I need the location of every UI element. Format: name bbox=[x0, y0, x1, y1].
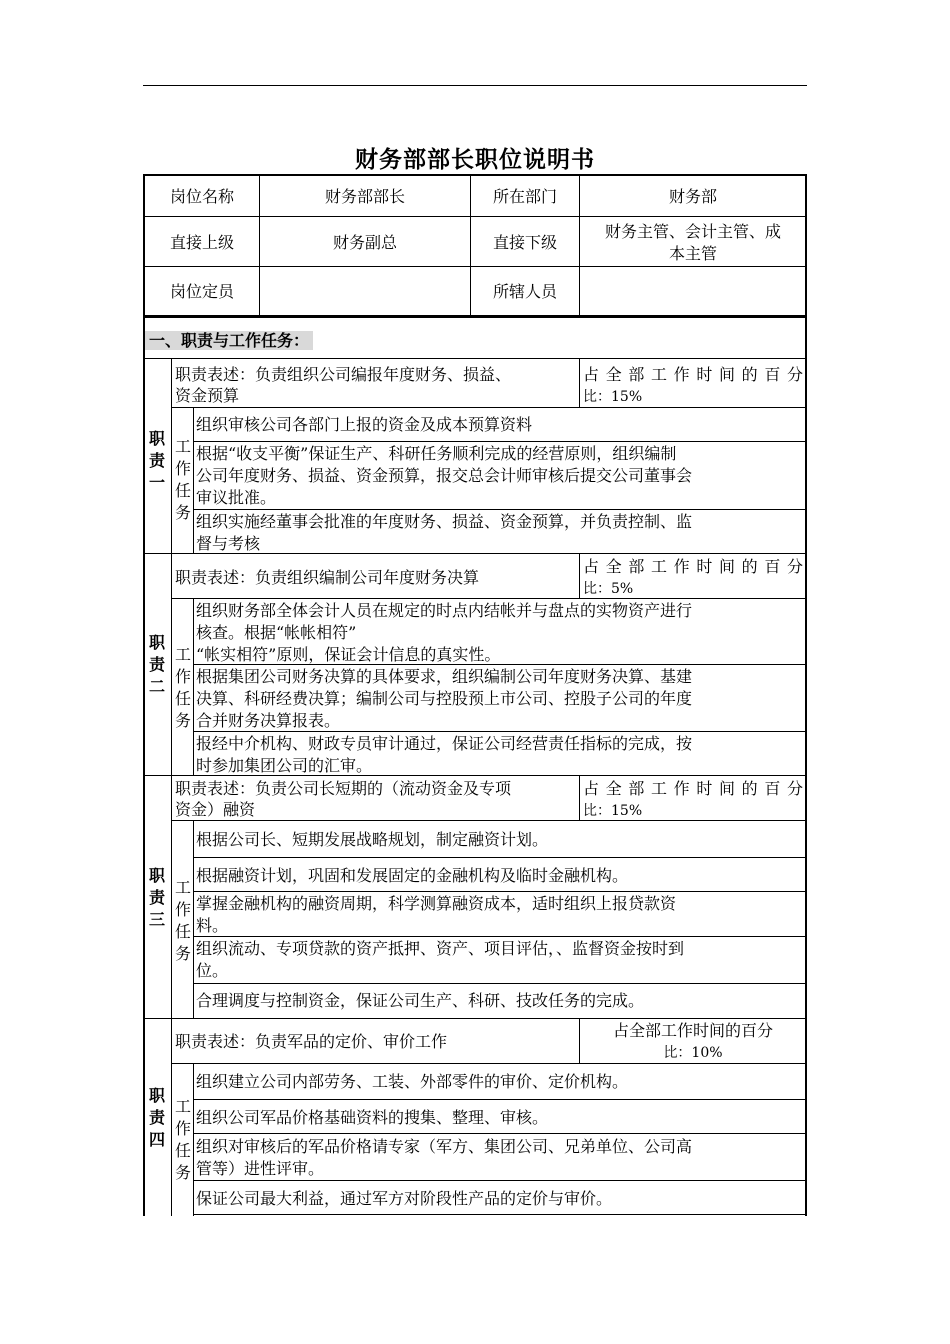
duty-2-task-2-line2: 决算、科研经费决算；编制公司与控股预上市公司、控股子公司的年度 bbox=[196, 689, 693, 708]
task-divider bbox=[172, 598, 806, 599]
task-divider bbox=[194, 936, 806, 937]
duty-4-task-3-line1: 组织对审核后的军品价格请专家（军方、集团公司、兄弟单位、公司高 bbox=[196, 1137, 693, 1156]
duty-2-label: 职责二 bbox=[148, 633, 165, 696]
duty-3-desc-line2: 资金）融资 bbox=[175, 800, 256, 819]
duty-3-desc-line1: 职责表述：负责公司长短期的（流动资金及专项 bbox=[175, 779, 512, 798]
superior-label: 直接上级 bbox=[169, 233, 234, 252]
info-divider bbox=[144, 216, 806, 217]
pct-divider bbox=[579, 554, 580, 598]
duty-2-desc-line1: 职责表述：负责组织编制公司年度财务决算 bbox=[175, 568, 480, 587]
section-heading-text: 一、职责与工作任务： bbox=[145, 331, 313, 350]
duty-1-task-2-line2: 公司年度财务、损益、资金预算，报交总会计师审核后提交公司董事会 bbox=[196, 466, 693, 485]
task-divider bbox=[194, 1180, 806, 1181]
subordinate-value-line2: 本主管 bbox=[668, 244, 717, 263]
task-divider bbox=[194, 983, 806, 984]
duty-3-pct-line2: 比：15% bbox=[583, 803, 643, 819]
duty-1-desc-line1: 职责表述：负责组织公司编报年度财务、损益、 bbox=[175, 365, 512, 384]
task-divider bbox=[172, 820, 806, 821]
duty-4-pct-line1: 占全部工作时间的百分 bbox=[612, 1021, 773, 1040]
duty-2-task-1-line2: 核查。根据“帐帐相符” bbox=[196, 623, 357, 642]
duty-3-label: 职责三 bbox=[148, 866, 165, 929]
duty-4-label: 职责四 bbox=[148, 1086, 165, 1149]
duty-4-desc-line1: 职责表述：负责军品的定价、审价工作 bbox=[175, 1032, 448, 1051]
duty-4-task-2: 组织公司军品价格基础资料的搜集、整理、审核。 bbox=[196, 1108, 549, 1127]
superior-value: 财务副总 bbox=[332, 233, 397, 252]
duty-1-desc-line2: 资金预算 bbox=[175, 386, 240, 405]
duty-2-pct-line2: 比：5% bbox=[583, 581, 634, 597]
document-title: 财务部部长职位说明书 bbox=[355, 146, 595, 173]
subordinate-label: 直接下级 bbox=[492, 233, 557, 252]
duty-2-task-2-line3: 合并财务决算报表。 bbox=[196, 711, 341, 730]
duty-3-task-3-line1: 掌握金融机构的融资周期，科学测算融资成本，适时组织上报贷款资 bbox=[196, 894, 677, 913]
task-divider bbox=[194, 1099, 806, 1100]
duty-1-task-3-line1: 组织实施经董事会批准的年度财务、损益、资金预算，并负责控制、监 bbox=[196, 512, 693, 531]
duty-1-task-2-line3: 审议批准。 bbox=[196, 488, 277, 507]
duty-1-task-label: 工作任务 bbox=[174, 437, 191, 522]
department-label: 所在部门 bbox=[492, 187, 557, 206]
duty-3-task-5: 合理调度与控制资金，保证公司生产、科研、技改任务的完成。 bbox=[196, 991, 645, 1010]
duty-2-task-2-line1: 根据集团公司财务决算的具体要求，组织编制公司年度财务决算、基建 bbox=[196, 667, 693, 686]
task-divider bbox=[194, 509, 806, 510]
duty-4-task-3-line2: 管等）进性评审。 bbox=[196, 1159, 325, 1178]
duty-3-task-4-line1: 组织流动、专项贷款的资产抵押、资产、项目评估，、监督资金按时到 bbox=[196, 939, 685, 958]
position-name-value: 财务部部长 bbox=[324, 187, 405, 206]
duty-1-task-1: 组织审核公司各部门上报的资金及成本预算资料 bbox=[196, 415, 533, 434]
duty-2-task-1-line1: 组织财务部全体会计人员在规定的时点内结帐并与盘点的实物资产进行 bbox=[196, 601, 693, 620]
duty-4-task-1: 组织建立公司内部劳务、工装、外部零件的审价、定价机构。 bbox=[196, 1072, 629, 1091]
position-name-label: 岗位名称 bbox=[169, 187, 234, 206]
duty-divider bbox=[144, 1018, 806, 1019]
info-divider bbox=[144, 266, 806, 267]
duty-3-task-4-line2: 位。 bbox=[196, 961, 229, 980]
task-divider bbox=[194, 441, 806, 442]
duty-3-task-1: 根据公司长、短期发展战略规划，制定融资计划。 bbox=[196, 830, 549, 849]
duty-4-task-4: 保证公司最大利益，通过军方对阶段性产品的定价与审价。 bbox=[196, 1189, 613, 1208]
task-divider bbox=[172, 407, 806, 408]
duty-1-pct-line1: 占全部工作时间的百分 bbox=[583, 365, 803, 384]
duty-2-pct-line1: 占全部工作时间的百分 bbox=[583, 557, 803, 576]
duty-1-task-2-line1: 根据“收支平衡”保证生产、科研任务顺利完成的经营原则，组织编制 bbox=[196, 444, 677, 463]
duty-4-task-label: 工作任务 bbox=[174, 1097, 191, 1182]
task-divider bbox=[194, 857, 806, 858]
task-divider bbox=[194, 1133, 806, 1134]
department-value: 财务部 bbox=[668, 187, 717, 206]
duty-2-task-1-line3: “帐实相符”原则，保证会计信息的真实性。 bbox=[196, 645, 501, 664]
duty-1-pct-line2: 比：15% bbox=[583, 389, 643, 405]
duty-2-task-3-line1: 报经中介机构、财政专员审计通过，保证公司经营责任指标的完成，按 bbox=[196, 734, 693, 753]
duty-3-task-2: 根据融资计划，巩固和发展固定的金融机构及临时金融机构。 bbox=[196, 866, 629, 885]
duty-2-task-3-line2: 时参加集团公司的汇审。 bbox=[196, 756, 373, 775]
pct-divider bbox=[579, 359, 580, 407]
duty-2-task-label: 工作任务 bbox=[174, 645, 191, 730]
duty-3-pct-line1: 占全部工作时间的百分 bbox=[583, 779, 803, 798]
staff-label: 所辖人员 bbox=[492, 282, 557, 301]
subordinate-value-line1: 财务主管、会计主管、成 bbox=[604, 222, 781, 241]
duty-3-task-3-line2: 料。 bbox=[196, 916, 229, 935]
pct-divider bbox=[579, 776, 580, 820]
duty-4-pct-line2: 比：10% bbox=[663, 1045, 723, 1061]
section-heading bbox=[145, 330, 313, 352]
task-divider bbox=[194, 891, 806, 892]
duty-1-label: 职责一 bbox=[148, 429, 165, 492]
duty-3-task-label: 工作任务 bbox=[174, 878, 191, 963]
headcount-label: 岗位定员 bbox=[169, 282, 234, 301]
duty-1-task-3-line2: 督与考核 bbox=[196, 534, 261, 553]
section-divider bbox=[144, 358, 806, 359]
header-rule bbox=[143, 85, 807, 86]
task-divider bbox=[194, 1214, 806, 1215]
